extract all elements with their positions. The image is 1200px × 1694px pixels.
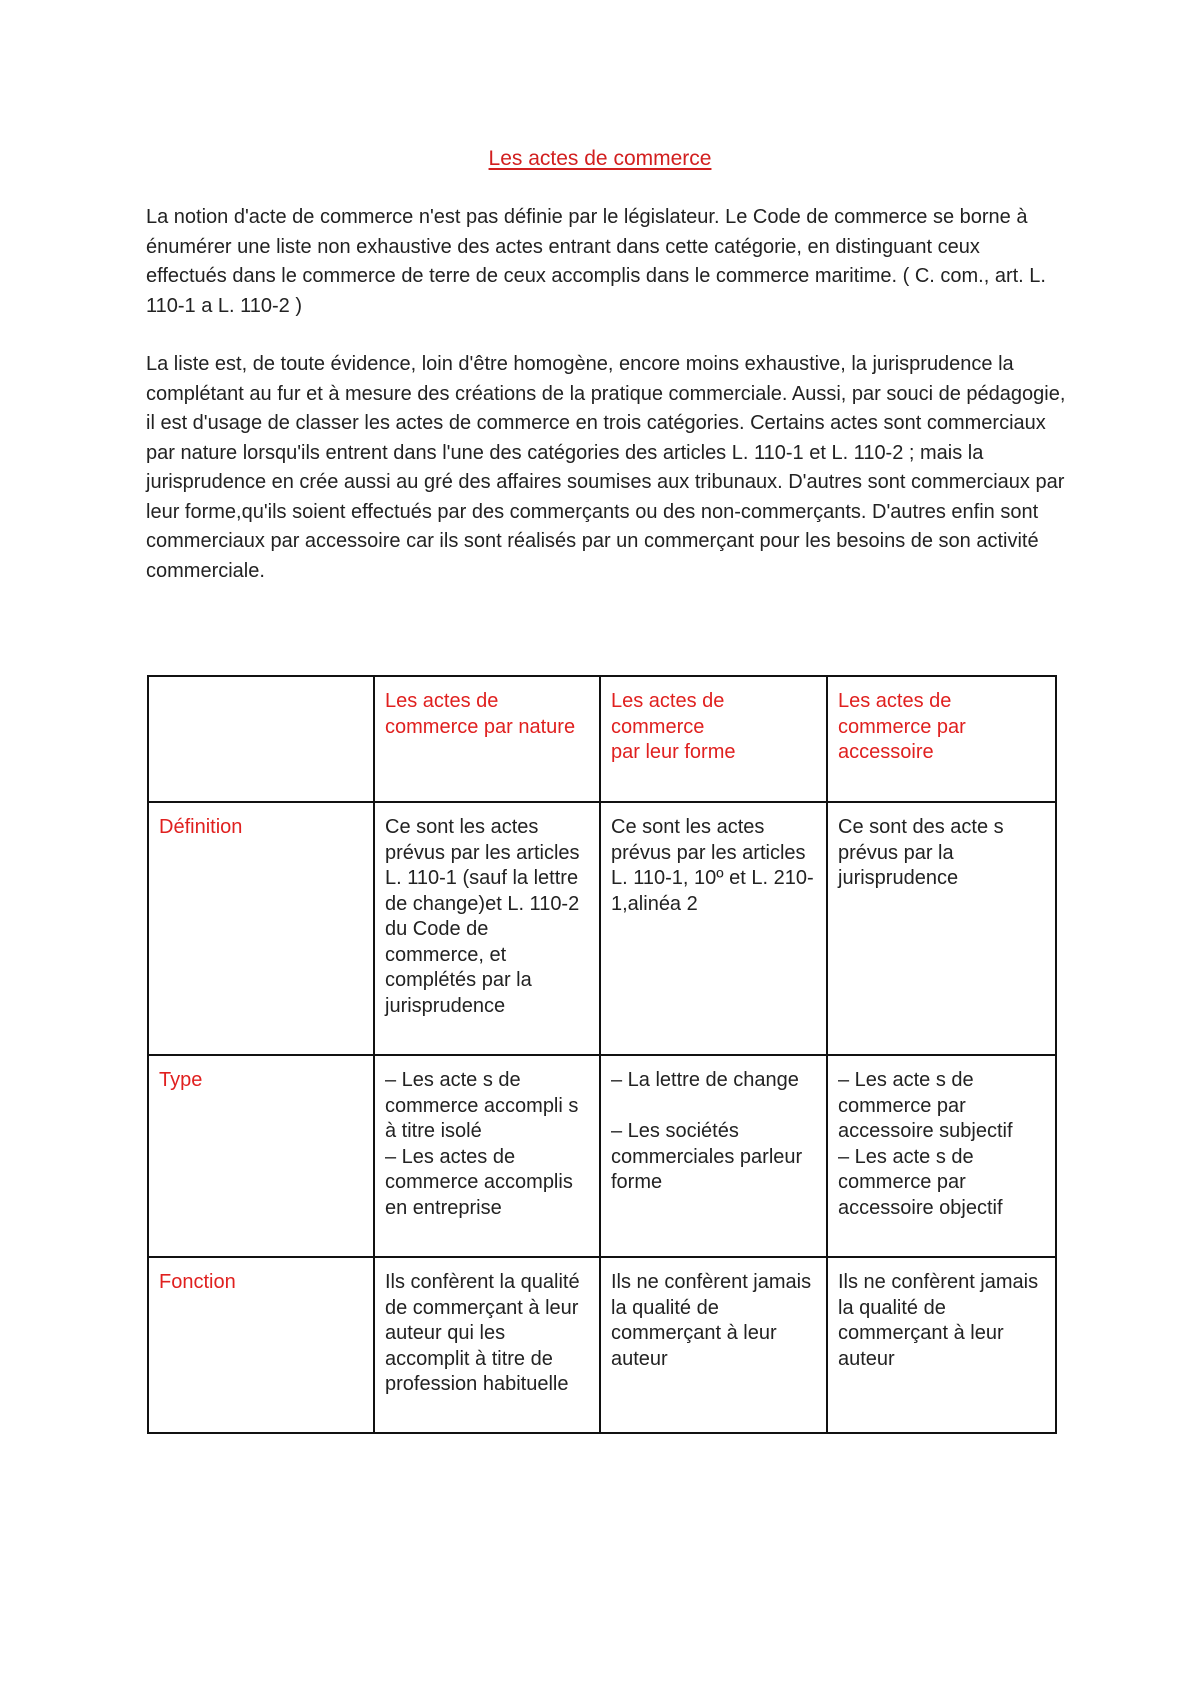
cell-type-nature: – Les acte s de commerce accompli s à titre isolé – Les actes de commerce accomplis en entreprise <box>374 1055 600 1257</box>
table-row-definition <box>148 802 1056 1055</box>
table-row-fonction <box>148 1257 1056 1433</box>
intro-paragraph: La notion d'acte de commerce n'est pas définie par le législateur. Le Code de commerce se borne à énumérer une liste non exhaustive des actes entrant dans cette catégorie, en distinguant ceux effectués dans le commerce de terre de ceux accomplis dans le commerce maritime. ( C. com., art. L. 110-1 a L. 110-2 ) <box>146 206 1046 317</box>
cell-definition-nature: Ce sont les actes prévus par les articles L. 110-1 (sauf la lettre de change)et L. 110-2 du Code de commerce, et complétés par la jurisprudence <box>374 802 600 1055</box>
row-label-fonction: Fonction <box>148 1257 374 1433</box>
table-corner-cell <box>148 676 374 802</box>
cell-fonction-accessoire: Ils ne confèrent jamais la qualité de commerçant à leur auteur <box>827 1257 1056 1433</box>
cell-definition-forme: Ce sont les actes prévus par les articles L. 110-1, 10º et L. 210-1,alinéa 2 <box>600 802 827 1055</box>
document-title: Les actes de commerce <box>488 147 712 170</box>
cell-fonction-forme: Ils ne confèrent jamais la qualité de commerçant à leur auteur <box>600 1257 827 1433</box>
header-par-nature: Les actes de commerce par nature <box>374 676 600 802</box>
row-label-type: Type <box>148 1055 374 1257</box>
header-par-forme: Les actes de commerce par leur forme <box>600 676 827 802</box>
table-row-type <box>148 1055 1056 1257</box>
cell-definition-accessoire: Ce sont des acte s prévus par la jurisprudence <box>827 802 1056 1055</box>
table-header-row <box>148 676 1056 802</box>
cell-fonction-nature: Ils confèrent la qualité de commerçant à leur auteur qui les accomplit à titre de profession habituelle <box>374 1257 600 1433</box>
cell-type-forme: – La lettre de change – Les sociétés commerciales parleur forme <box>600 1055 827 1257</box>
cell-type-accessoire: – Les acte s de commerce par accessoire subjectif – Les acte s de commerce par accessoire objectif <box>827 1055 1056 1257</box>
header-par-accessoire: Les actes de commerce par accessoire <box>827 676 1056 802</box>
row-label-definition: Définition <box>148 802 374 1055</box>
classification-paragraph: La liste est, de toute évidence, loin d'être homogène, encore moins exhaustive, la jurisprudence la complétant au fur et à mesure des créations de la pratique commerciale. Aussi, par souci de pédagogie, il est d'usage de classer les actes de commerce en trois catégories. Certains actes sont commerciaux par nature lorsqu'ils entrent dans l'une des catégories des articles L. 110-1 et L. 110-2 ; mais la jurisprudence en crée aussi au gré des affaires soumises aux tribunaux. D'autres sont commerciaux par leur forme,qu'ils soient effectués par des commerçants ou des non-commerçants. D'autres enfin sont commerciaux par accessoire car ils sont réalisés par un commerçant pour les besoins de son activité commerciale. <box>146 353 1066 582</box>
comparison-table <box>147 675 1057 1434</box>
